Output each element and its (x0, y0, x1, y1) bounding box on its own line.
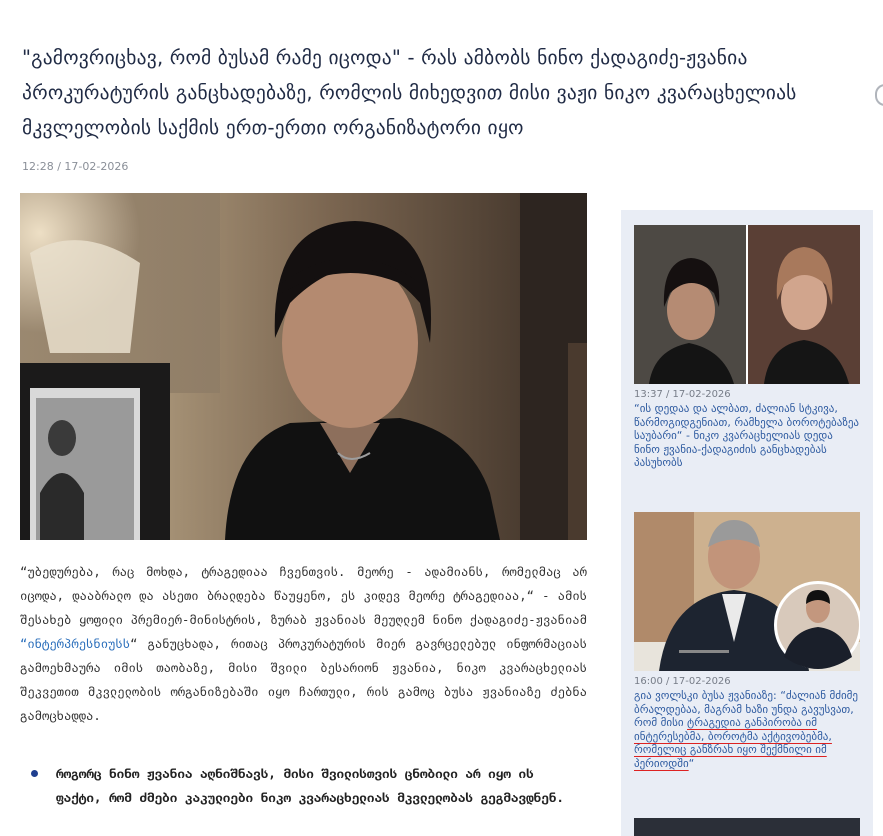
related-news-card[interactable] (634, 512, 860, 770)
related-news-card[interactable] (634, 225, 860, 470)
next-card-photo[interactable] (634, 818, 860, 836)
interpressnews-link[interactable]: “ინტერპრესნიუსს (20, 637, 131, 651)
article-datetime: 12:28 / 17-02-2026 (22, 160, 129, 173)
card-photo[interactable] (634, 512, 860, 671)
paragraph-text-2: “ განუცხადა, რითაც პროკურატურის მიერ გავრცელებულ ინფორმაციას გამოეხმაურა იმის თაობაზე, მისი შვილი ბესარიონ ჟვანია, ნიკო კვარაცხელიას შეკვეთით მკვლელობის ორგანიზებაში იყო ჩართული, რის გამოც ბუსა ჟვანიაზე ძებნა გამოცხადდა. (20, 637, 587, 723)
article-bullet (36, 762, 576, 810)
scroll-edge-icon[interactable] (875, 84, 883, 106)
card-title-end: “ (688, 756, 695, 770)
article-hero-photo (20, 193, 587, 540)
card-datetime: 13:37 / 17-02-2026 (634, 389, 731, 400)
article-headline: "გამოვრიცხავ, რომ ბუსამ რამე იცოდა" - რას ამბობს ნინო ქადაგიძე-ჟვანია პროკურატურის განცხადებაზე, რომლის მიხედვით მისი ვაჟი ნიკო კვარაცხელიას მკვლელობის საქმის ერთ-ერთი ორგანიზატორი იყო (22, 46, 797, 139)
bullet-text: როგორც ნინო ჟვანია აღნიშნავს, მისი შვილისთვის ცნობილი არ იყო ის ფაქტი, რომ ძმები კაკულიები ნიკო კვარაცხელიას მკვლელობას გეგმავდნენ. (56, 766, 564, 805)
card-title-link[interactable]: “ის დედაა და ალბათ, ძალიან სტკივა, წარმოგიდგენიათ, რამხელა ბოროტებაზეა საუბარი“ - ნიკო კვარაცხელიას დედა ნინო ჟვანია-ქადაგიძის განცხადებას პასუხობს (634, 402, 860, 469)
paragraph-text-1: “უბედურება, რაც მოხდა, ტრაგედიაა ჩვენთვის. მეორე - ადამიანს, რომელმაც არ იცოდა, დააბრალო და ასეთი ბრალდება წაუყენო, ეს კიდევ მეორე ტრაგედიაა,“ - ამის შესახებ ყოფილი პრემიერ-მინისტრის, ზურაბ ჟვანიას მეუღლემ ნინო ქადაგიძე-ჟვანიამ (20, 565, 587, 627)
card-datetime: 16:00 / 17-02-2026 (634, 676, 731, 687)
card-title-link[interactable] (634, 689, 860, 770)
card-photo[interactable] (634, 225, 860, 384)
article-paragraph (20, 560, 587, 728)
bullet-dot-icon (31, 770, 38, 777)
card-title-underlined: ტრაგედია განპირობა იმ ინტერესებმა, ბოროტმა აქტივობებმა, რომელიც განზრახ იყო შექმნილი იმ პერიოდში (634, 716, 832, 770)
card-title-plain: გია ვოლსკი ბუსა ჟვანიაზე: “ძალიან მძიმე ბრალდებაა, მაგრამ ხაზი უნდა გავუსვათ, რომ მისი (634, 689, 859, 729)
related-news-sidebar (621, 210, 873, 836)
